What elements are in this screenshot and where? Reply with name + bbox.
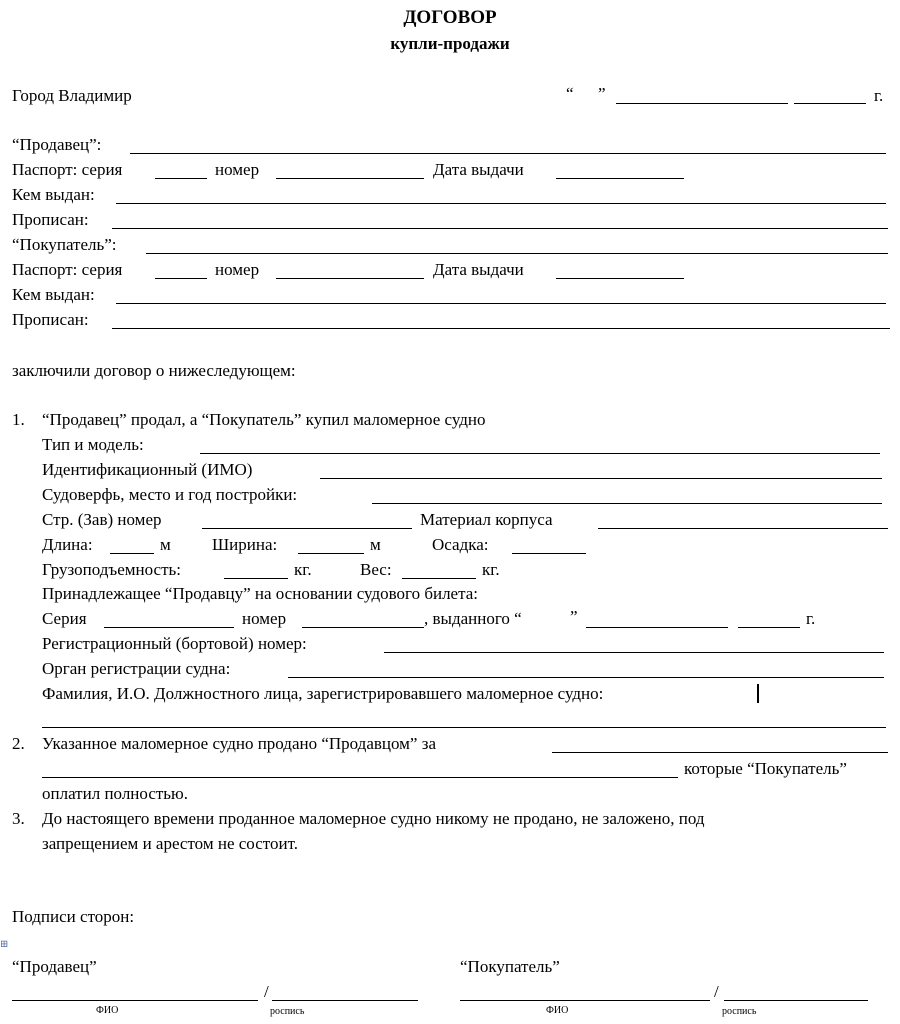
capacity-label: Грузоподъемность: xyxy=(42,560,181,579)
date-quote-close: ” xyxy=(598,84,606,103)
imo-blank[interactable] xyxy=(320,478,882,479)
length-label: Длина: xyxy=(42,535,93,554)
ticket-number-label: номер xyxy=(242,609,287,628)
width-label: Ширина: xyxy=(212,535,278,554)
price-words-blank[interactable] xyxy=(42,777,678,778)
belongs-label: Принадлежащее “Продавцу” на основании судового билета: xyxy=(42,584,479,603)
buyer-sign-caption: роспись xyxy=(722,1006,757,1017)
seller-passport-number-blank[interactable] xyxy=(276,178,424,179)
ticket-year-suffix: г. xyxy=(806,609,816,628)
type-model-blank[interactable] xyxy=(200,453,880,454)
text-cursor xyxy=(757,684,759,703)
type-model-label: Тип и модель: xyxy=(42,435,144,454)
seller-registered-label: Прописан: xyxy=(12,210,89,229)
capacity-unit: кг. xyxy=(294,560,312,579)
seller-sign-blank[interactable] xyxy=(272,1000,418,1001)
reg-body-label: Орган регистрации судна: xyxy=(42,659,231,678)
ticket-issued-label: , выданного “ xyxy=(424,609,522,628)
seller-issued-by-label: Кем выдан: xyxy=(12,185,95,204)
buyer-fio-caption: ФИО xyxy=(546,1005,569,1016)
seller-registered-blank[interactable] xyxy=(112,228,888,229)
reg-number-blank[interactable] xyxy=(384,652,884,653)
draft-label: Осадка: xyxy=(432,535,489,554)
seller-passport-number-label: номер xyxy=(215,160,260,179)
buyer-sign-blank[interactable] xyxy=(724,1000,868,1001)
length-unit: м xyxy=(160,535,171,554)
buyer-passport-number-label: номер xyxy=(215,260,260,279)
seller-slash: / xyxy=(264,982,269,1001)
seller-fio-caption: ФИО xyxy=(96,1005,119,1016)
buyer-issue-date-blank[interactable] xyxy=(556,278,684,279)
official-label: Фамилия, И.О. Должностного лица, зарегистрировавшего маломерное судно: xyxy=(42,684,604,703)
buyer-passport-series-label: Паспорт: серия xyxy=(12,260,123,279)
date-quote-open: “ xyxy=(566,84,574,103)
official-blank[interactable] xyxy=(42,727,886,728)
clause2-which: которые “Покупатель” xyxy=(684,759,847,778)
shipyard-blank[interactable] xyxy=(372,503,882,504)
ticket-series-blank[interactable] xyxy=(104,627,234,628)
buyer-passport-series-blank[interactable] xyxy=(155,278,207,279)
reg-number-label: Регистрационный (бортовой) номер: xyxy=(42,634,307,653)
capacity-blank[interactable] xyxy=(224,578,288,579)
date-year-blank[interactable] xyxy=(794,103,866,104)
weight-label: Вес: xyxy=(360,560,392,579)
buyer-registered-label: Прописан: xyxy=(12,310,89,329)
buyer-slash: / xyxy=(714,982,719,1001)
buyer-registered-blank[interactable] xyxy=(112,328,890,329)
price-blank[interactable] xyxy=(552,752,888,753)
serial-label: Стр. (Зав) номер xyxy=(42,510,162,529)
seller-passport-series-label: Паспорт: серия xyxy=(12,160,123,179)
ticket-year-blank[interactable] xyxy=(738,627,800,628)
imo-label: Идентификационный (ИМО) xyxy=(42,460,253,479)
buyer-name-blank[interactable] xyxy=(146,253,888,254)
clause3-number: 3. xyxy=(12,809,25,828)
ticket-date-blank[interactable] xyxy=(586,627,728,628)
hull-label: Материал корпуса xyxy=(420,510,553,529)
seller-issued-by-blank[interactable] xyxy=(116,203,886,204)
weight-blank[interactable] xyxy=(402,578,476,579)
seller-passport-series-blank[interactable] xyxy=(155,178,207,179)
buyer-issue-date-label: Дата выдачи xyxy=(433,260,524,279)
buyer-issued-by-label: Кем выдан: xyxy=(12,285,95,304)
reg-body-blank[interactable] xyxy=(288,677,884,678)
document-subtitle: купли-продажи xyxy=(390,34,510,53)
length-blank[interactable] xyxy=(110,553,154,554)
buyer-label: “Покупатель”: xyxy=(12,235,117,254)
seller-issue-date-blank[interactable] xyxy=(556,178,684,179)
clause2-paid: оплатил полностью. xyxy=(42,784,189,803)
weight-unit: кг. xyxy=(482,560,500,579)
clause2-number: 2. xyxy=(12,734,25,753)
seller-issue-date-label: Дата выдачи xyxy=(433,160,524,179)
width-blank[interactable] xyxy=(298,553,364,554)
buyer-issued-by-blank[interactable] xyxy=(116,303,886,304)
buyer-signature-label: “Покупатель” xyxy=(460,957,560,976)
shipyard-label: Судоверфь, место и год постройки: xyxy=(42,485,298,504)
clause1-text: “Продавец” продал, а “Покупатель” купил маломерное судно xyxy=(42,410,486,429)
seller-signature-label: “Продавец” xyxy=(12,957,97,976)
signatures-heading: Подписи сторон: xyxy=(12,907,135,926)
buyer-fio-blank[interactable] xyxy=(460,1000,710,1001)
seller-label: “Продавец”: xyxy=(12,135,102,154)
document-title: ДОГОВОР xyxy=(403,7,497,28)
width-unit: м xyxy=(370,535,381,554)
buyer-passport-number-blank[interactable] xyxy=(276,278,424,279)
ticket-quote-close: ” xyxy=(570,607,578,626)
date-month-blank[interactable] xyxy=(616,103,788,104)
hull-blank[interactable] xyxy=(598,528,888,529)
ticket-number-blank[interactable] xyxy=(302,627,424,628)
draft-blank[interactable] xyxy=(512,553,586,554)
ticket-series-label: Серия xyxy=(42,609,87,628)
seller-sign-caption: роспись xyxy=(270,1006,305,1017)
city-label: Город Владимир xyxy=(12,86,132,105)
anchor-icon: ⊞ xyxy=(0,939,9,950)
clause1-number: 1. xyxy=(12,410,25,429)
seller-fio-blank[interactable] xyxy=(12,1000,258,1001)
clause3-line2: запрещением и арестом не состоит. xyxy=(42,834,298,853)
clause3-line1: До настоящего времени проданное маломерное судно никому не продано, не заложено, под xyxy=(42,809,705,828)
clause2-text: Указанное маломерное судно продано “Продавцом” за xyxy=(42,734,436,753)
intro-text: заключили договор о нижеследующем: xyxy=(12,361,296,380)
seller-name-blank[interactable] xyxy=(130,153,886,154)
serial-blank[interactable] xyxy=(202,528,412,529)
date-year-suffix: г. xyxy=(874,86,884,105)
